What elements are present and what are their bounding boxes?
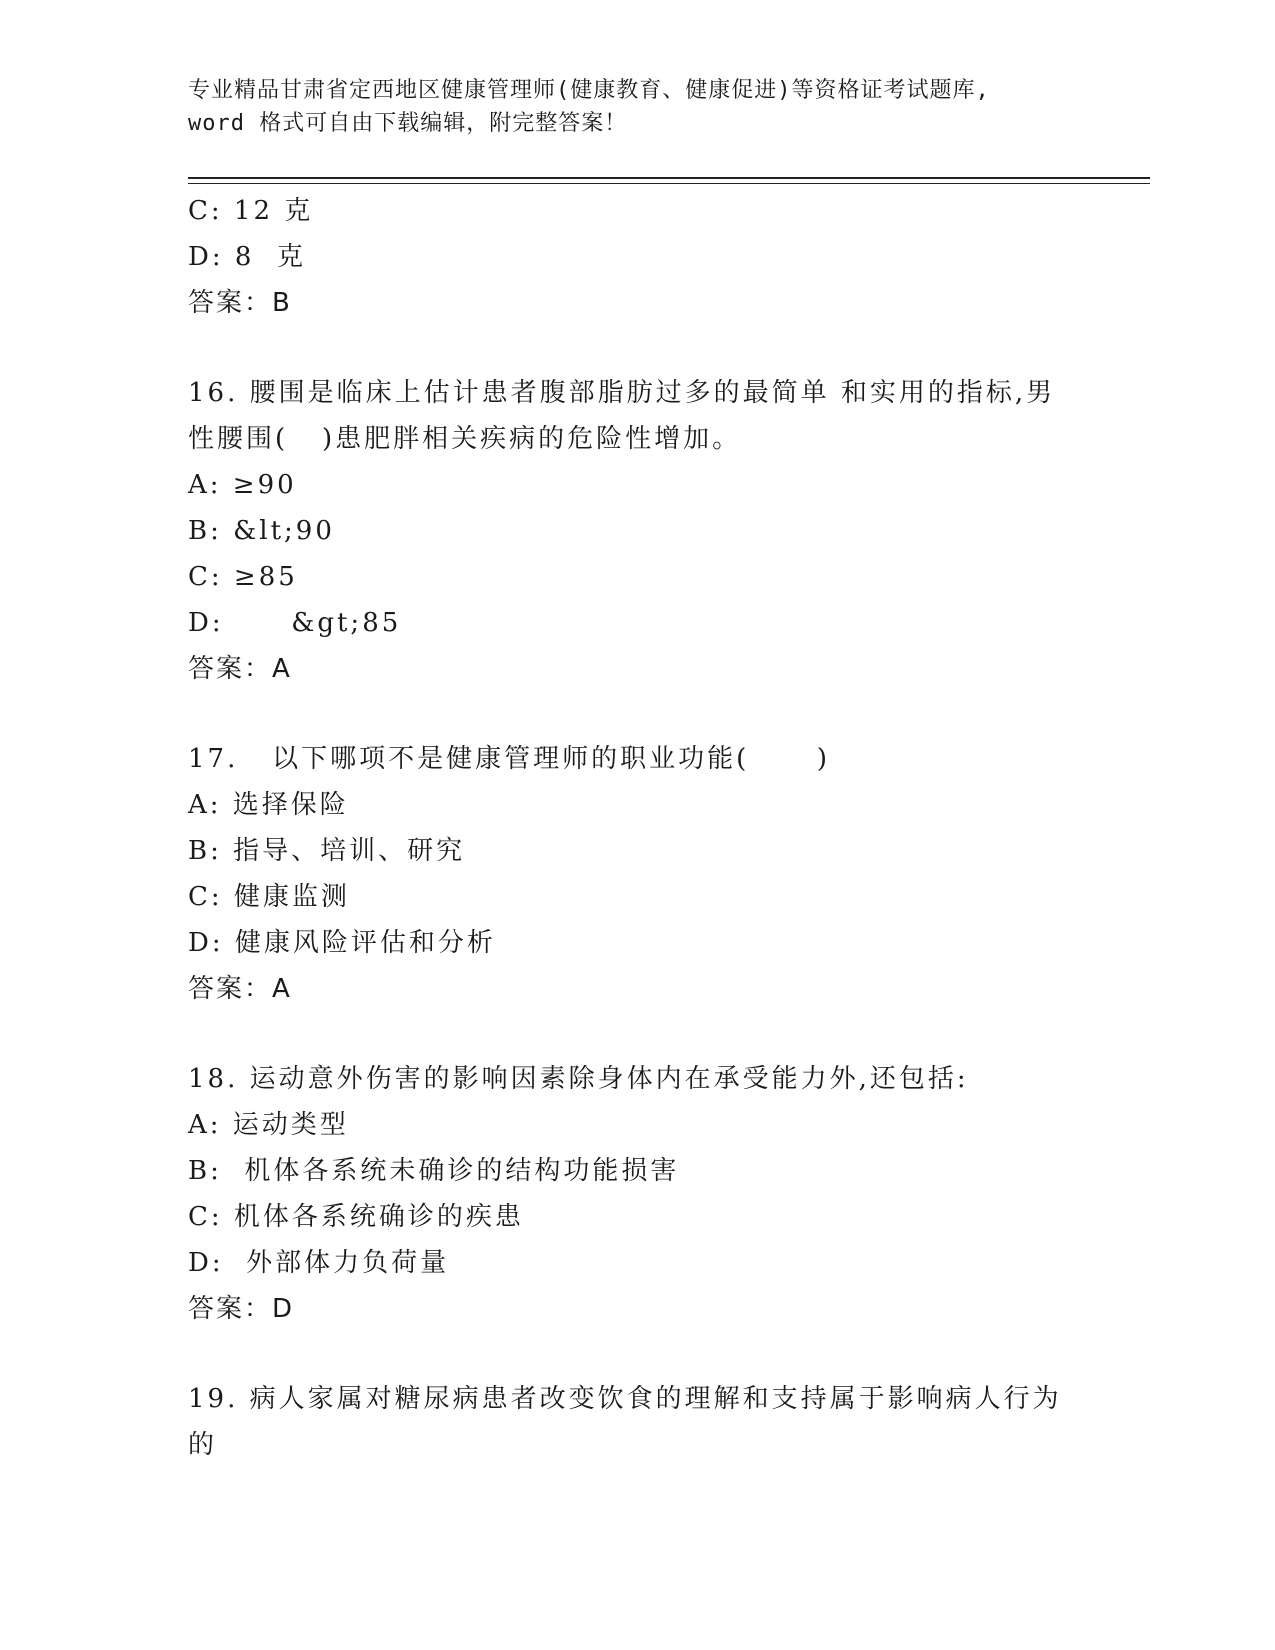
question-text: 17. 以下哪项不是健康管理师的职业功能( ) (188, 744, 831, 774)
option-a: A: 运动类型 (188, 1110, 349, 1140)
header-line-2: word 格式可自由下载编辑，附完整答案！ (188, 111, 628, 136)
option-d: D: 外部体力负荷量 (188, 1248, 450, 1278)
question-19 (188, 1376, 1088, 1468)
option-c: C: ≥85 (188, 562, 298, 592)
question-text: 19. 病人家属对糖尿病患者改变饮食的理解和支持属于影响病人行为的 (188, 1384, 1062, 1460)
question-16 (188, 370, 1088, 692)
answer: 答案：A (188, 654, 292, 684)
question-17 (188, 736, 1088, 1012)
header-divider-thin (188, 183, 1150, 184)
header-line-1: 专业精品甘肃省定西地区健康管理师(健康教育、健康促进)等资格证考试题库, (188, 78, 990, 103)
option-a: A: 选择保险 (188, 790, 349, 820)
option-d: D: 健康风险评估和分析 (188, 928, 496, 958)
option-d: D: &gt;85 (188, 608, 402, 638)
option-a: A: ≥90 (188, 470, 297, 500)
question-list (188, 188, 1088, 1468)
question-text: 16. 腰围是临床上估计患者腹部脂肪过多的最简单 和实用的指标,男性腰围( )患肥胖相关疾病的危险性增加。 (188, 378, 1056, 454)
option-c: C: 12 克 (188, 196, 314, 226)
option-b: B: 指导、培训、研究 (188, 836, 466, 866)
header-divider (188, 177, 1150, 179)
answer: 答案：A (188, 974, 292, 1004)
answer: 答案：B (188, 288, 292, 318)
document-header (188, 74, 1068, 140)
option-b: B: 机体各系统未确诊的结构功能损害 (188, 1156, 680, 1186)
prev-question-tail (188, 188, 1088, 326)
option-b: B: &lt;90 (188, 516, 335, 546)
question-text: 18. 运动意外伤害的影响因素除身体内在承受能力外,还包括: (188, 1064, 969, 1094)
question-18 (188, 1056, 1088, 1332)
option-c: C: 健康监测 (188, 882, 350, 912)
option-d: D: 8 克 (188, 242, 306, 272)
option-c: C: 机体各系统确诊的疾患 (188, 1202, 524, 1232)
answer: 答案：D (188, 1294, 295, 1324)
